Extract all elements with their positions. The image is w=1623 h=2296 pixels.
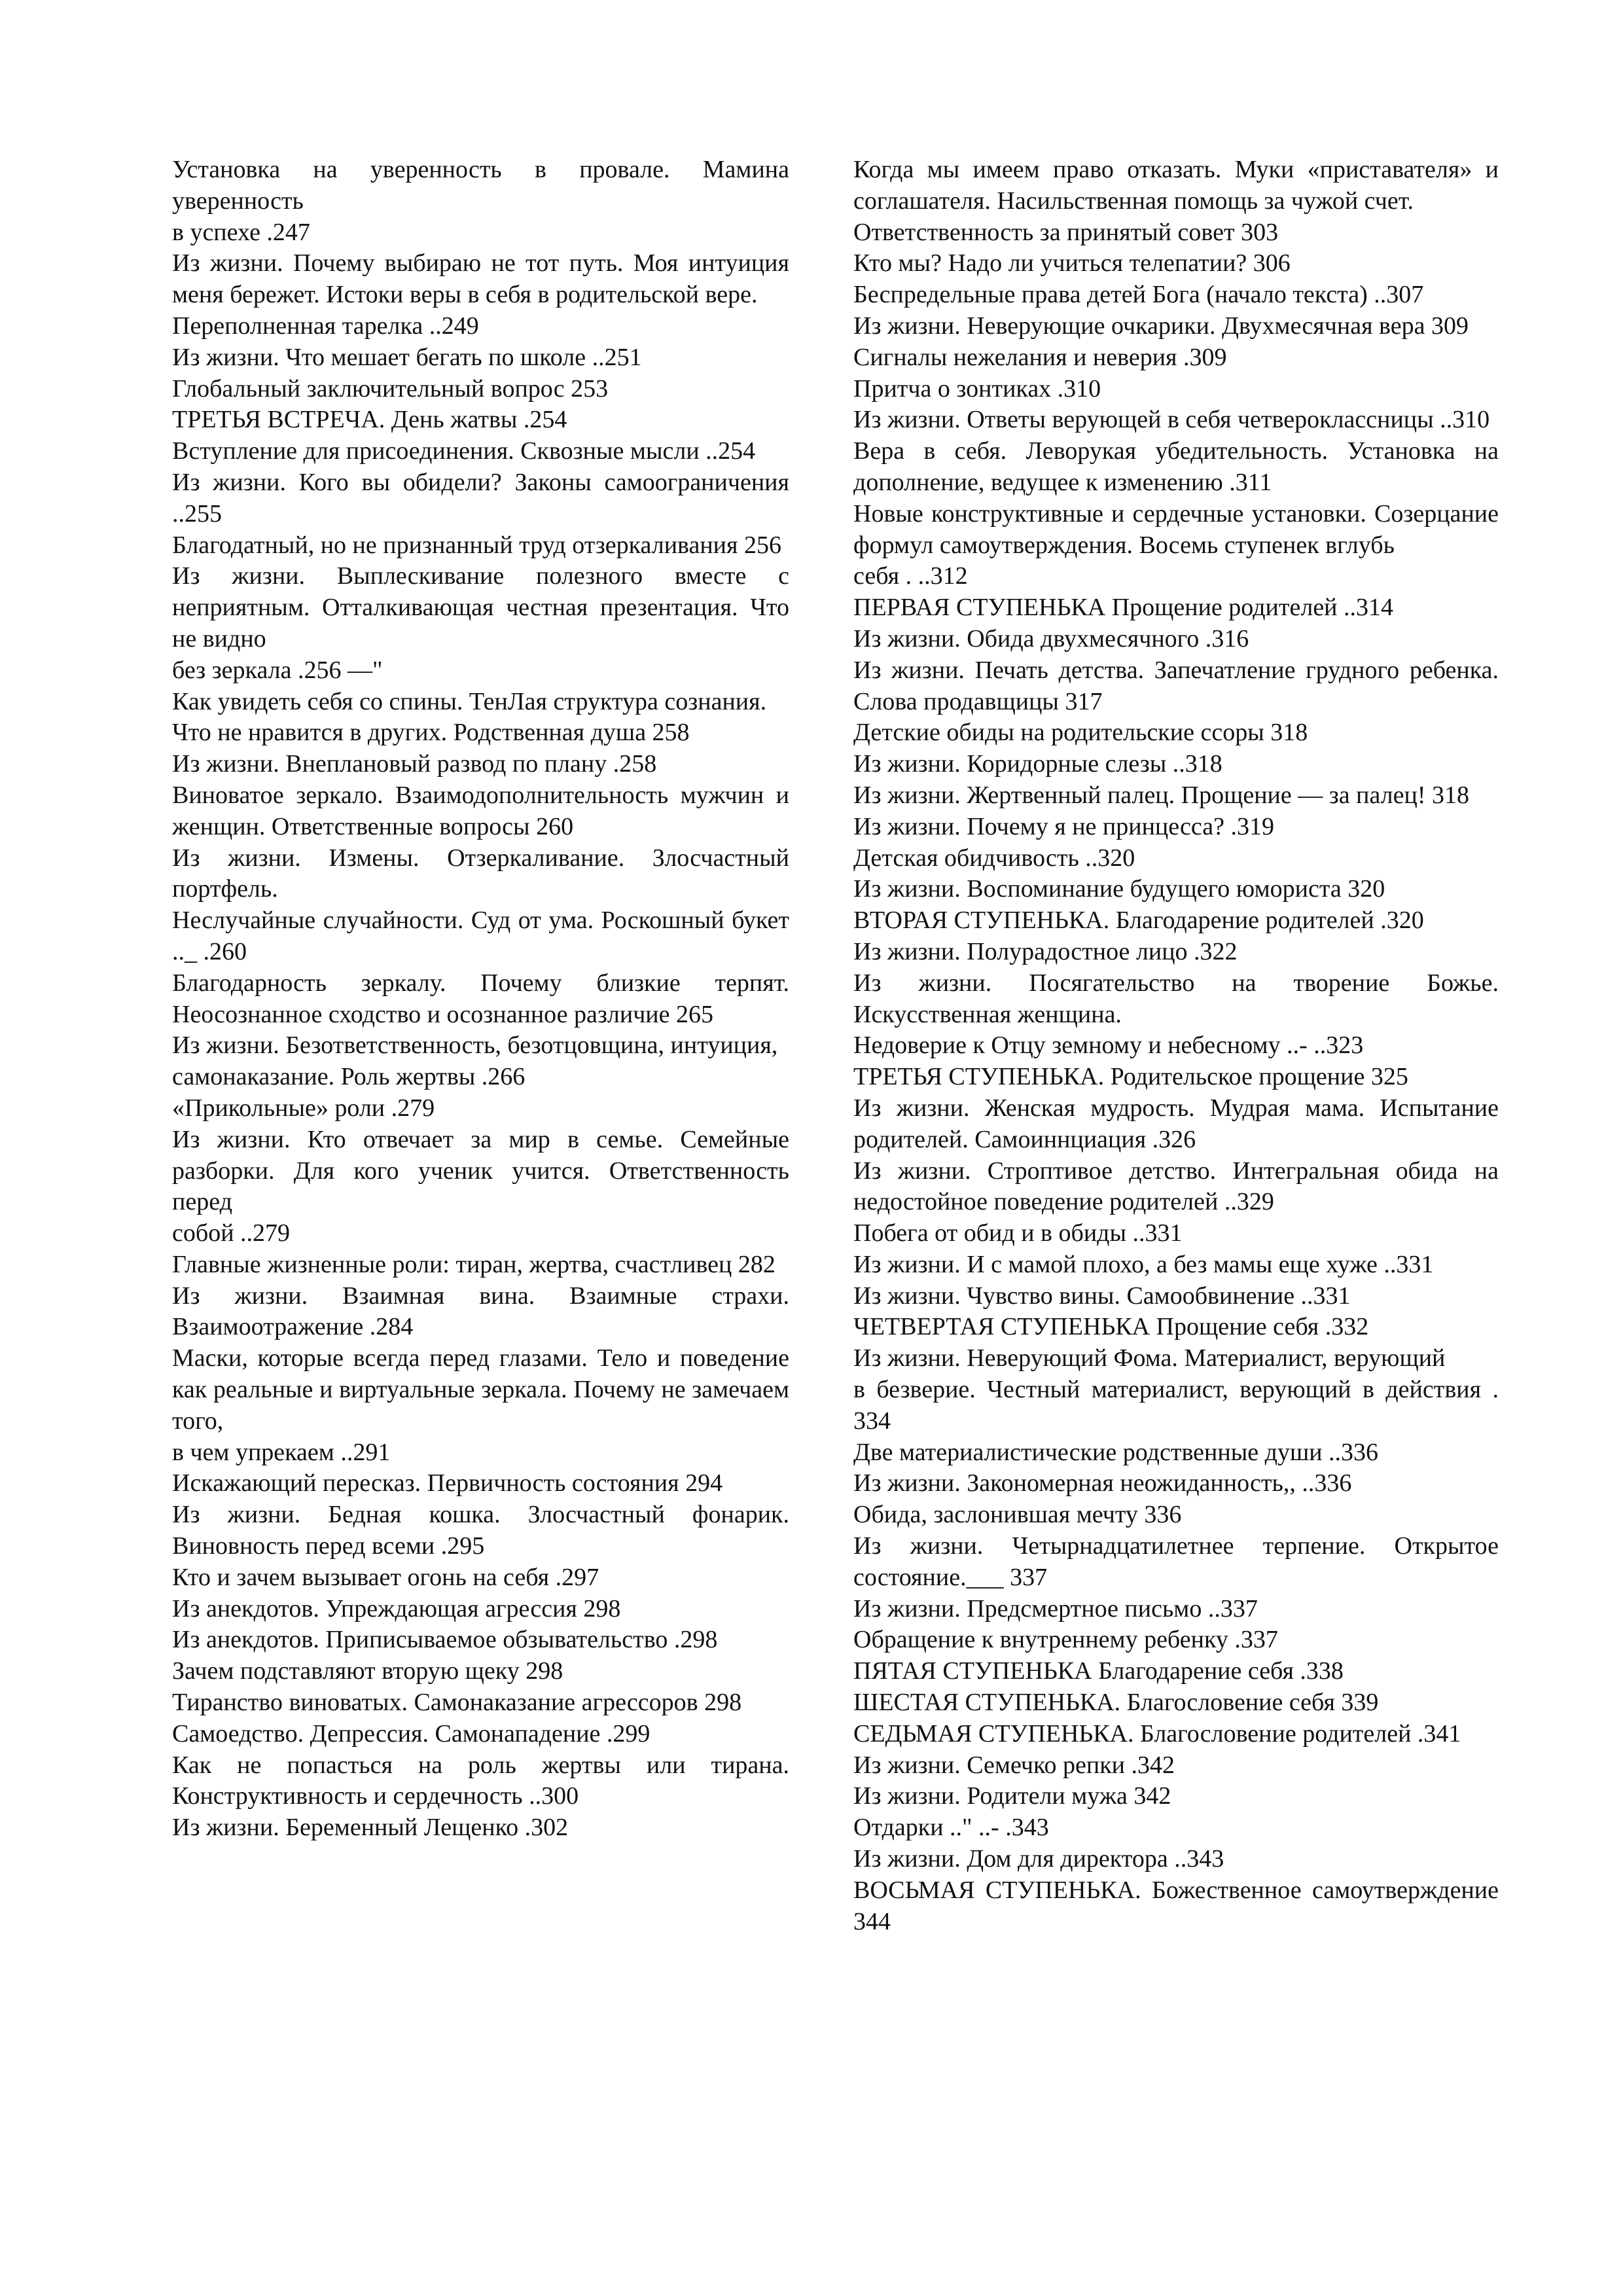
toc-entry: себя . ..312 bbox=[853, 562, 968, 590]
toc-entry: Установка на уверенность в провале. Мамина уверенность bbox=[172, 156, 789, 215]
toc-entry: Две материалистические родственные души ..336 bbox=[853, 1438, 1379, 1466]
toc-entry: Из жизни. Почему я не принцесса? .319 bbox=[853, 812, 1274, 840]
toc-entry: Из жизни. Дом для директора ..343 bbox=[853, 1845, 1224, 1873]
toc-entry: Из жизни. Посягательство на творение Божье. Искусственная женщина. bbox=[853, 969, 1499, 1028]
toc-entry: Новые конструктивные и сердечные установки. Созерцание формул самоутверждения. Восемь ступенек вглубь bbox=[853, 499, 1499, 559]
toc-entry: Глобальный заключительный вопрос 253 bbox=[172, 374, 609, 403]
toc-entry: ПЕРВАЯ СТУПЕНЬКА Прощение родителей ..314 bbox=[853, 594, 1394, 622]
toc-entry: Самоедство. Депрессия. Самонападение .299 bbox=[172, 1719, 651, 1748]
toc-entry: Из жизни. Беременный Лещенко .302 bbox=[172, 1814, 569, 1842]
toc-entry: Маски, которые всегда перед глазами. Тело и поведение как реальные и виртуальные зеркала. Почему не замечаем того, bbox=[172, 1344, 789, 1435]
toc-entry: Из жизни. И с мамой плохо, а без мамы еще хуже ..331 bbox=[853, 1250, 1434, 1278]
toc-entry: Из жизни. Предсмертное письмо ..337 bbox=[853, 1594, 1258, 1623]
toc-entry: Из жизни. Закономерная неожиданность,, ..336 bbox=[853, 1469, 1352, 1498]
toc-entry: ПЯТАЯ СТУПЕНЬКА Благодарение себя .338 bbox=[853, 1657, 1344, 1685]
toc-entry: Из жизни. Измены. Отзеркаливание. Злосчастный портфель. bbox=[172, 844, 789, 903]
toc-entry: в чем упрекаем ..291 bbox=[172, 1438, 391, 1466]
toc-entry: Из анекдотов. Приписываемое обзывательство .298 bbox=[172, 1626, 718, 1654]
toc-entry: Обращение к внутреннему ребенку .337 bbox=[853, 1626, 1278, 1654]
toc-entry: Обида, заслонившая мечту 336 bbox=[853, 1501, 1182, 1529]
toc-entry: Детская обидчивость ..320 bbox=[853, 844, 1135, 872]
toc-entry: Из жизни. Четырнадцатилетнее терпение. Открытое состояние.___ 337 bbox=[853, 1532, 1499, 1591]
toc-entry: Как увидеть себя со спины. ТенЛая структура сознания. bbox=[172, 687, 767, 715]
toc-entry: ТРЕТЬЯ СТУПЕНЬКА. Родительское прощение 325 bbox=[853, 1063, 1408, 1091]
toc-entry: Кто и зачем вызывает огонь на себя .297 bbox=[172, 1563, 599, 1591]
toc-entry: Из жизни. Воспоминание будущего юмориста 320 bbox=[853, 875, 1385, 903]
toc-entry: без зеркала .256 —" bbox=[172, 656, 383, 684]
toc-entry: СЕДЬМАЯ СТУПЕНЬКА. Благословение родителей .341 bbox=[853, 1719, 1461, 1748]
toc-entry: Благодарность зеркалу. Почему близкие терпят. Неосознанное сходство и осознанное различие 265 bbox=[172, 969, 789, 1028]
toc-entry: в безверие. Честный материалист, верующий в действия . 334 bbox=[853, 1376, 1499, 1435]
toc-entry: самонаказание. Роль жертвы .266 bbox=[172, 1063, 526, 1091]
toc-entry: Из жизни. Женская мудрость. Мудрая мама. Испытание родителей. Самоиннциация .326 bbox=[853, 1094, 1499, 1153]
toc-entry: ВТОРАЯ СТУПЕНЬКА. Благодарение родителей .320 bbox=[853, 906, 1424, 935]
toc-entry: Из жизни. Печать детства. Запечатление грудного ребенка. Слова продавщицы 317 bbox=[853, 656, 1499, 715]
toc-entry: Из жизни. Неверующие очкарики. Двухмесячная вера 309 bbox=[853, 312, 1469, 340]
toc-entry: Беспредельные права детей Бога (начало текста) ..307 bbox=[853, 281, 1424, 309]
toc-entry: Из жизни. Кого вы обидели? Законы самоограничения ..255 bbox=[172, 468, 789, 528]
toc-entry: Из жизни. Обида двухмесячного .316 bbox=[853, 624, 1249, 653]
toc-entry: в успехе .247 bbox=[172, 218, 310, 246]
toc-entry: ТРЕТЬЯ ВСТРЕЧА. День жатвы .254 bbox=[172, 406, 567, 434]
toc-entry: Вступление для присоединения. Сквозные мысли ..254 bbox=[172, 437, 756, 465]
toc-entry: Из жизни. Родители мужа 342 bbox=[853, 1782, 1171, 1810]
toc-entry: Из анекдотов. Упреждающая агрессия 298 bbox=[172, 1594, 621, 1623]
toc-entry: Переполненная тарелка ..249 bbox=[172, 312, 479, 340]
toc-entry: Благодатный, но не признанный труд отзеркаливания 256 bbox=[172, 531, 781, 559]
toc-entry: Как не попасться на роль жертвы или тирана. Конструктивность и сердечность ..300 bbox=[172, 1751, 789, 1810]
toc-entry: Виноватое зеркало. Взаимодополнительность мужчин и женщин. Ответственные вопросы 260 bbox=[172, 781, 789, 840]
toc-entry: Неслучайные случайности. Суд от ума. Роскошный букет .._ .260 bbox=[172, 906, 789, 965]
toc-entry: Из жизни. Чувство вины. Самообвинение ..331 bbox=[853, 1282, 1351, 1310]
toc-entry: Из жизни. Полурадостное лицо .322 bbox=[853, 937, 1238, 965]
toc-entry: Из жизни. Бедная кошка. Злосчастный фонарик. Виновность перед всеми .295 bbox=[172, 1501, 789, 1560]
toc-entry: «Прикольные» роли .279 bbox=[172, 1094, 435, 1122]
toc-entry: Из жизни. Семечко репки .342 bbox=[853, 1751, 1175, 1779]
toc-entry: Отдарки .." ..- .343 bbox=[853, 1814, 1049, 1842]
toc-entry: Притча о зонтиках .310 bbox=[853, 374, 1101, 403]
toc-entry: ЧЕТВЕРТАЯ СТУПЕНЬКА Прощение себя .332 bbox=[853, 1313, 1369, 1341]
toc-entry: Недоверие к Отцу земному и небесному ..- ..323 bbox=[853, 1031, 1364, 1060]
toc-entry: Из жизни. Что мешает бегать по школе ..251 bbox=[172, 343, 642, 371]
toc-entry: собой ..279 bbox=[172, 1219, 291, 1247]
toc-entry: Главные жизненные роли: тиран, жертва, счастливец 282 bbox=[172, 1250, 776, 1278]
toc-entry: Детские обиды на родительские ссоры 318 bbox=[853, 719, 1308, 747]
toc-entry: Что не нравится в других. Родственная душа 258 bbox=[172, 719, 690, 747]
toc-left-column bbox=[172, 154, 789, 1844]
toc-entry: Из жизни. Ответы верующей в себя четвероклассницы ..310 bbox=[853, 406, 1490, 434]
toc-entry: Из жизни. Коридорные слезы ..318 bbox=[853, 750, 1222, 778]
toc-entry: Когда мы имеем право отказать. Муки «приставателя» и соглашателя. Насильственная помощь за чужой счет. bbox=[853, 156, 1499, 215]
toc-entry: Из жизни. Внеплановый развод по плану .258 bbox=[172, 750, 657, 778]
toc-entry: ШЕСТАЯ СТУПЕНЬКА. Благословение себя 339 bbox=[853, 1689, 1379, 1717]
toc-entry: Из жизни. Выплескивание полезного вместе с неприятным. Отталкивающая честная презентация. Что не видно bbox=[172, 562, 789, 653]
toc-entry: Из жизни. Неверующий Фома. Материалист, верующий bbox=[853, 1344, 1446, 1372]
toc-entry: Из жизни. Почему выбираю не тот путь. Моя интуиция меня бережет. Истоки веры в себя в родительской вере. bbox=[172, 249, 789, 309]
toc-entry: Из жизни. Строптивое детство. Интегральная обида на недостойное поведение родителей ..329 bbox=[853, 1157, 1499, 1216]
toc-entry: Сигналы нежелания и неверия .309 bbox=[853, 343, 1227, 371]
toc-entry: Побега от обид и в обиды ..331 bbox=[853, 1219, 1183, 1247]
toc-entry: Кто мы? Надо ли учиться телепатии? 306 bbox=[853, 249, 1291, 278]
toc-entry: Искажающий пересказ. Первичность состояния 294 bbox=[172, 1469, 723, 1498]
toc-entry: Из жизни. Безответственность, безотцовщина, интуиция, bbox=[172, 1031, 778, 1060]
toc-entry: Зачем подставляют вторую щеку 298 bbox=[172, 1657, 563, 1685]
toc-entry: Вера в себя. Леворукая убедительность. Установка на дополнение, ведущее к изменению .311 bbox=[853, 437, 1499, 496]
toc-entry: Ответственность за принятый совет 303 bbox=[853, 218, 1279, 246]
toc-entry: Тиранство виноватых. Самонаказание агрессоров 298 bbox=[172, 1689, 742, 1717]
toc-entry: ВОСЬМАЯ СТУПЕНЬКА. Божественное самоутверждение 344 bbox=[853, 1876, 1499, 1935]
toc-right-column bbox=[853, 154, 1499, 1937]
toc-entry: Из жизни. Жертвенный палец. Прощение — за палец! 318 bbox=[853, 781, 1469, 809]
toc-entry: Из жизни. Взаимная вина. Взаимные страхи. Взаимоотражение .284 bbox=[172, 1282, 789, 1341]
toc-entry: Из жизни. Кто отвечает за мир в семье. Семейные разборки. Для кого ученик учится. Ответственность перед bbox=[172, 1125, 789, 1216]
